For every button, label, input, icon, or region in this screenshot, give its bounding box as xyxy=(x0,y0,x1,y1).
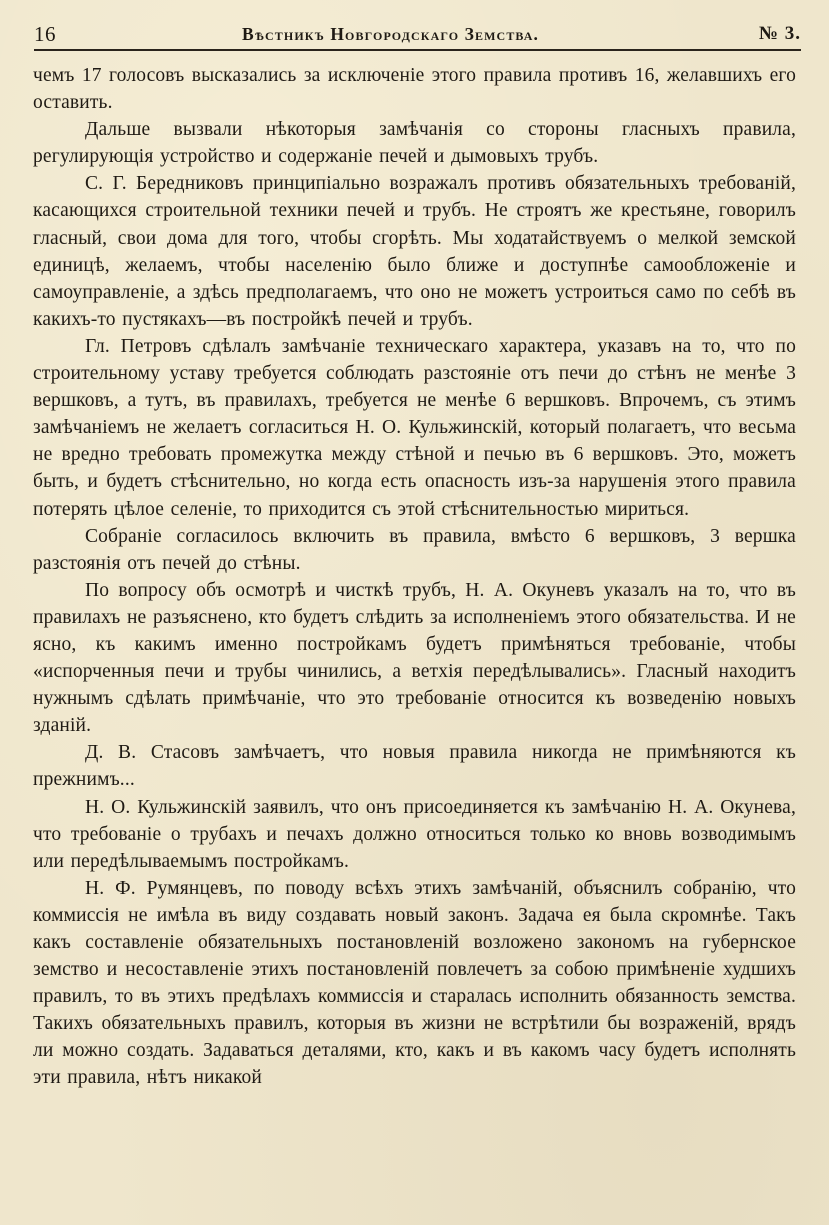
paragraph: Гл. Петровъ сдѣлалъ замѣчаніе техническаго характера, указавъ на то, что по строительному уставу требуется соблюдать разстояніе отъ печи до стѣнъ не менѣе 3 вершковъ, а тутъ, въ правилахъ, требуется не менѣе 6 вершковъ. Впрочемъ, съ этимъ замѣчаніемъ не желаетъ согласиться Н. О. Кульжинскій, который полагаетъ, что весьма не вредно требовать промежутка между стѣной и печью въ 6 вершковъ. Это, можетъ быть, и будетъ стѣснительно, но когда есть опасность изъ-за нарушенія этого правила потерять цѣлое селеніе, то приходится съ этой стѣснительностью мириться. xyxy=(33,335,796,520)
paragraph-continuation: чемъ 17 голосовъ высказались за исключеніе этого правила противъ 16, желавшихъ его оставить. xyxy=(33,65,796,114)
paragraph: С. Г. Бередниковъ принципіально возражалъ противъ обязательныхъ требованій, касающихся строительной техники печей и трубъ. Не строятъ же крестьяне, говорилъ гласный, свои дома для того, чтобы сгорѣть. Мы ходатайствуемъ о мелкой земской единицѣ, желаемъ, чтобы населенію было ближе и доступнѣе самообложеніе и самоуправленіе, а здѣсь предполагаемъ, что оно не можетъ устроиться само по себѣ въ какихъ-то пустякахъ—въ постройкѣ печей и трубъ. xyxy=(33,173,796,330)
paragraph: Н. О. Кульжинскій заявилъ, что онъ присоединяется къ замѣчанію Н. А. Окунева, что требованіе о трубахъ и печахъ должно относиться только ко вновь возводимымъ или передѣлываемымъ постройкамъ. xyxy=(33,796,796,872)
paragraph: Дальше вызвали нѣкоторыя замѣчанія со стороны гласныхъ правила, регулирующія устройство и содержаніе печей и дымовыхъ трубъ. xyxy=(33,119,796,168)
paragraph: Д. В. Стасовъ замѣчаетъ, что новыя правила никогда не примѣняются къ прежнимъ... xyxy=(33,742,796,791)
paragraph: Н. Ф. Румянцевъ, по поводу всѣхъ этихъ замѣчаній, объяснилъ собранію, что коммиссія не имѣла въ виду создавать новый законъ. Задача ея была скромнѣе. Такъ какъ составленіе обязательныхъ постановленій возложено закономъ на губернское земство и несоставленіе этихъ постановленій повлечетъ за собою примѣненіе худшихъ правилъ, то въ этихъ предѣлахъ коммиссія и старалась исполнить обязанность земства. Такихъ обязательныхъ правилъ, которыя въ жизни не встрѣтили бы возраженій, врядъ ли можно создать. Задаваться деталями, кто, какъ и въ какомъ часу будетъ исполнять эти правила, нѣтъ никакой xyxy=(33,877,796,1089)
article-body xyxy=(33,62,796,1092)
journal-title: Вѣстникъ Новгородскаго Земства. xyxy=(242,24,540,44)
page-number: 16 xyxy=(34,22,56,46)
page-header xyxy=(34,20,801,50)
paragraph: По вопросу объ осмотрѣ и чисткѣ трубъ, Н. А. Окуневъ указалъ на то, что въ правилахъ не разъяснено, кто будетъ слѣдить за исполненіемъ этого обязательства. И не ясно, къ какимъ именно постройкамъ будетъ примѣняться требованіе, чтобы «испорченныя печи и трубы чинились, а ветхія передѣлывались». Гласный находитъ нужнымъ сдѣлать примѣчаніе, что это требованіе относится къ возведенію новыхъ зданій. xyxy=(33,579,796,737)
issue-number: № 3. xyxy=(758,23,801,44)
paragraph: Собраніе согласилось включить въ правила, вмѣсто 6 вершковъ, 3 вершка разстоянія отъ печей до стѣны. xyxy=(33,525,796,574)
header-rule xyxy=(34,49,801,51)
